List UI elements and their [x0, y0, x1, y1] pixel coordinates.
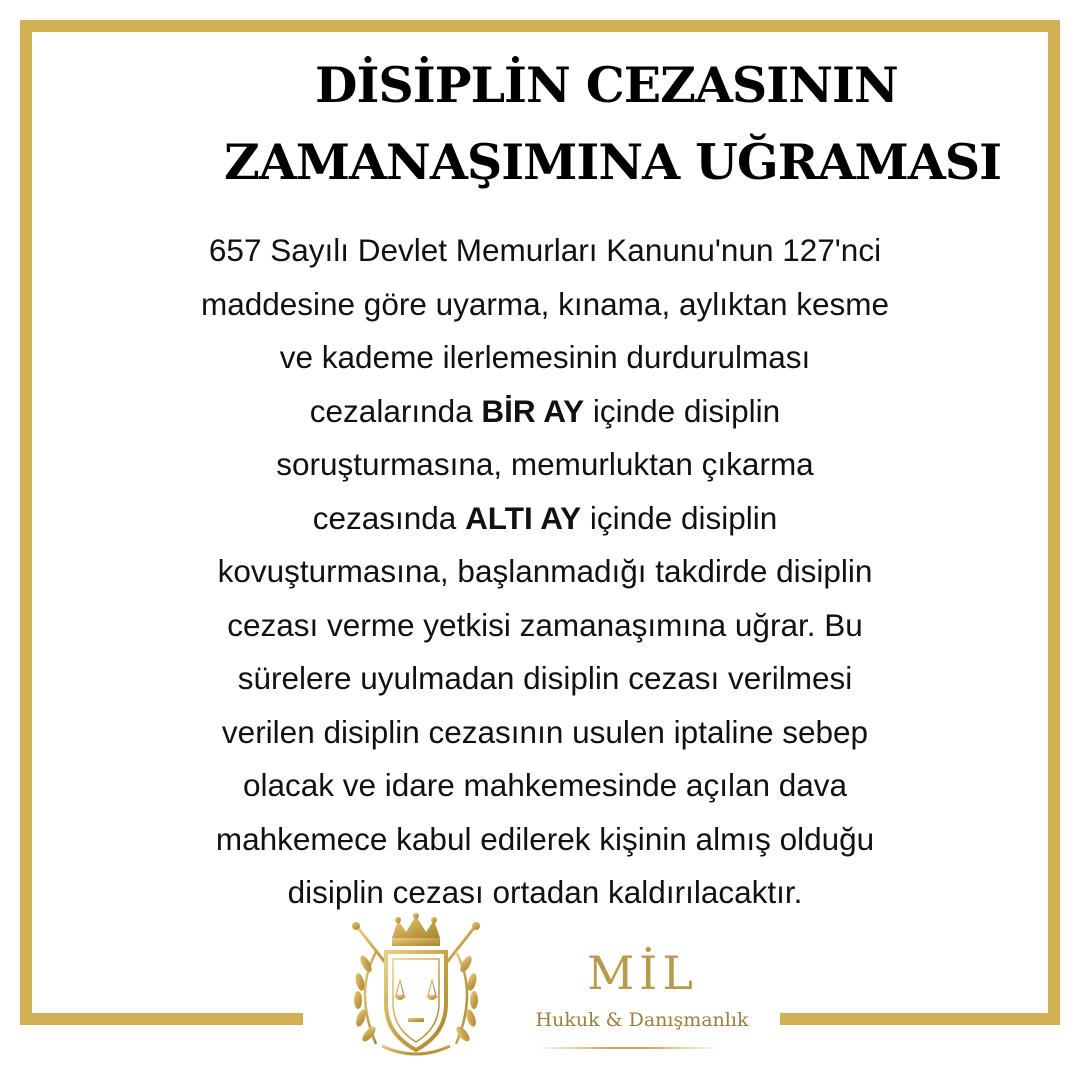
body-line: 657 Sayılı Devlet Memurları Kanunu'nun 127'nci — [208, 232, 882, 268]
body-line: olacak ve idare mahkemesinde açılan dava — [242, 767, 848, 803]
body-text-segment: içinde disiplin — [581, 499, 778, 536]
body-line: maddesine göre uyarma, kınama, aylıktan kesme — [200, 285, 890, 322]
body-line: soruşturmasına, memurluktan çıkarma — [276, 446, 814, 482]
body-line: cezası verme yetkisi zamanaşımına uğrar. Bu — [227, 606, 863, 643]
body-line: sürelere uyulmadan disiplin cezası verilmesi — [237, 660, 853, 696]
body-line — [130, 492, 960, 546]
brand-subtitle: Hukuk & Danışmanlık — [535, 1009, 749, 1031]
emphasis-one-month: BİR AY — [481, 392, 585, 429]
body-paragraph — [130, 224, 960, 920]
frame-border-left — [20, 20, 32, 1025]
brand-divider — [535, 1047, 720, 1049]
frame-border-right — [1048, 20, 1060, 1025]
emphasis-six-months: ALTI AY — [465, 499, 582, 536]
body-line: disiplin cezası ortadan kaldırılacaktır. — [287, 874, 803, 910]
brand-name: MİL — [587, 946, 698, 1000]
body-line: ve kademe ilerlemesinin durdurulması — [279, 339, 811, 375]
frame-border-bottom-left — [20, 1013, 303, 1025]
body-text-segment: cezalarında — [309, 392, 482, 429]
body-text-segment: içinde disiplin — [584, 392, 781, 429]
body-line: kovuşturmasına, başlanmadığı takdirde disiplin — [217, 553, 873, 589]
crest-scales-crown-laurel-icon — [336, 912, 496, 1064]
page-title-line-1: DİSİPLİN CEZASININ — [315, 56, 898, 114]
body-line: verilen disiplin cezasının usulen iptaline sebep — [221, 713, 869, 750]
body-line — [130, 385, 960, 439]
body-text-segment: cezasında — [312, 499, 466, 536]
frame-border-top — [20, 20, 1060, 32]
body-line: mahkemece kabul edilerek kişinin almış olduğu — [215, 820, 875, 857]
page-title-line-2: ZAMANAŞIMINA UĞRAMASI — [224, 133, 1002, 191]
frame-border-bottom-right — [780, 1013, 1060, 1025]
